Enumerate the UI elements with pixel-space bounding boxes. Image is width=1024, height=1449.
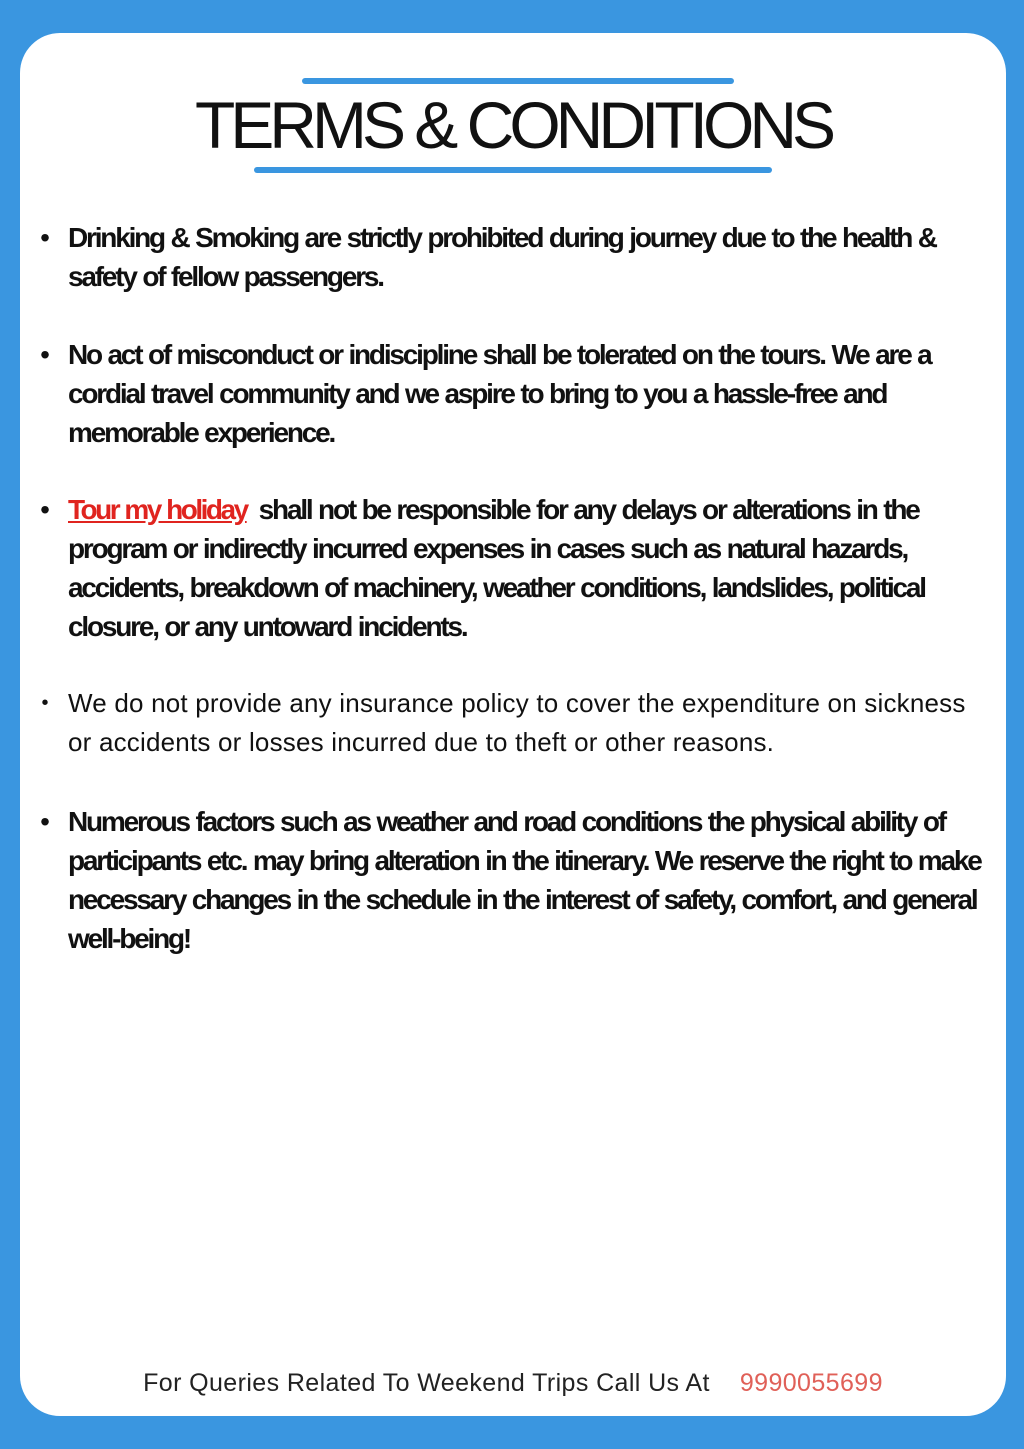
- title-top-rule: [302, 78, 734, 84]
- bullet: •: [40, 806, 50, 837]
- term-text: No act of misconduct or indiscipline shall be tolerated on the tours. We are a cordial travel community and we aspire to bring to you a hassle-free and memorable experience.: [68, 339, 931, 448]
- term-text: We do not provide any insurance policy to cover the expenditure on sickness or accidents or losses incurred due to theft or other reasons.: [68, 688, 966, 757]
- terms-card: [20, 33, 1006, 1416]
- liability-text: shall not be responsible for any delays or alterations in the program or indirectly incurred expenses in cases such as natural hazards, accidents, breakdown of machinery, weather conditions, landslides, political closure, or any untoward incidents.: [68, 494, 925, 642]
- page-title: TERMS & CONDITIONS: [194, 88, 832, 162]
- term-text: Numerous factors such as weather and road conditions the physical ability of participants etc. may bring alteration in the itinerary. We reserve the right to make necessary changes in the schedule in the interest of safety, comfort, and general well-being!: [68, 806, 981, 954]
- phone-number[interactable]: 9990055699: [739, 1369, 883, 1397]
- term-text: [68, 490, 993, 646]
- bullet: •: [40, 494, 50, 525]
- contact-footer: [20, 1363, 1006, 1403]
- title-bottom-rule: [254, 167, 772, 173]
- bullet: •: [40, 222, 50, 253]
- term-text: Drinking & Smoking are strictly prohibited during journey due to the health & safety of fellow passengers.: [68, 222, 936, 292]
- bullet: •: [41, 692, 49, 714]
- footer-text: For Queries Related To Weekend Trips Call Us At: [143, 1369, 710, 1397]
- brand-name: Tour my holiday: [68, 494, 247, 525]
- bullet: •: [40, 339, 50, 370]
